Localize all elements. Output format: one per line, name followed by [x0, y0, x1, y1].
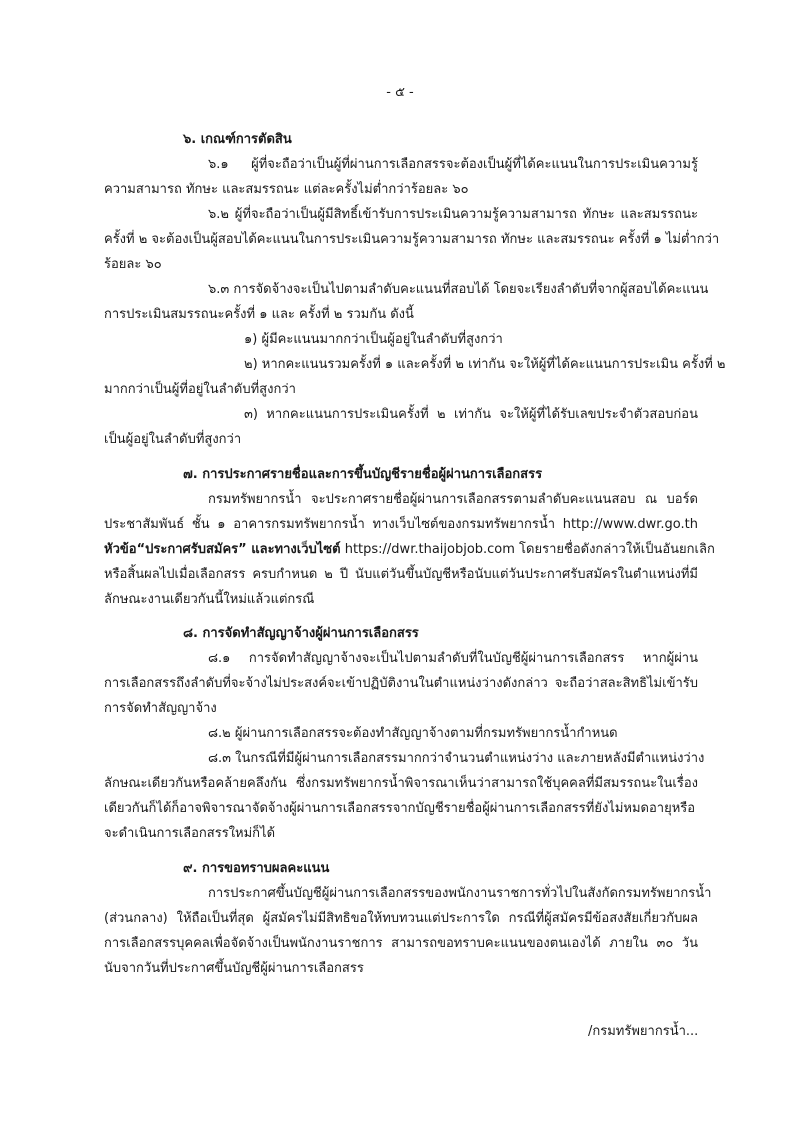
section-6-1-line1: ๖.๑ ผู้ที่จะถือว่าเป็นผู้ที่ผ่านการเลือกสรรจะต้องเป็นผู้ที่ได้คะแนนในการประเมินความรู้ — [208, 157, 698, 172]
section-7-line5: ลักษณะงานเดียวกันนี้ใหม่แล้วแต่กรณี — [104, 592, 315, 607]
section-9-line2: (ส่วนกลาง) ให้ถือเป็นที่สุด ผู้สมัครไม่มีสิทธิขอให้ทบทวนแต่ประการใด กรณีที่ผู้สมัครมีข้อสงสัยเกี่ยวกับผล — [104, 911, 698, 926]
section-7-line1: กรมทรัพยากรน้ำ จะประกาศรายชื่อผู้ผ่านการเลือกสรรตามลำดับคะแนนสอบ ณ บอร์ด — [208, 492, 698, 507]
section-9-heading: ๙. การขอทราบผลคะแนน — [183, 861, 330, 876]
section-6-3-line1: ๖.๓ การจัดจ้างจะเป็นไปตามลำดับคะแนนที่สอบได้ โดยจะเรียงลำดับที่จากผู้สอบได้คะแนน — [208, 282, 709, 297]
section-8-3-line2: ลักษณะเดียวกันหรือคล้ายคลึงกัน ซึ่งกรมทรัพยากรน้ำพิจารณาเห็นว่าสามารถใช้บุคคลที่มีสมรรถนะในเรื่อง — [104, 776, 698, 791]
section-7-line4: หรือสิ้นผลไปเมื่อเลือกสรร ครบกำหนด ๒ ปี นับแต่วันขึ้นบัญชีหรือนับแต่วันประกาศรับสมัครในตำแหน่งที่มี — [104, 567, 698, 582]
continuation-note: /กรมทรัพยากรน้ำ... — [588, 1024, 699, 1039]
section-8-3-line1: ๘.๓ ในกรณีที่มีผู้ผ่านการเลือกสรรมากกว่าจำนวนตำแหน่งว่าง และภายหลังมีตำแหน่งว่าง — [208, 751, 705, 766]
section-7-line3 — [104, 543, 715, 556]
section-8-1-line1: ๘.๑ การจัดทำสัญญาจ้างจะเป็นไปตามลำดับที่ในบัญชีผู้ผ่านการเลือกสรร หากผู้ผ่าน — [208, 651, 698, 666]
criterion-2-line1: ๒) หากคะแนนรวมครั้งที่ ๑ และครั้งที่ ๒ เท่ากัน จะให้ผู้ที่ได้คะแนนการประเมิน ครั้งที่ ๒ — [244, 357, 726, 372]
page-number: - ๕ - — [386, 85, 414, 100]
announcement-topic-label: หัวข้อ“ประกาศรับสมัคร” และทางเว็บไซต์ — [104, 542, 341, 557]
section-8-1-line2: การเลือกสรรถึงลำดับที่จะจ้างไม่ประสงค์จะเข้าปฏิบัติงานในตำแหน่งว่างดังกล่าว จะถือว่าสละสิทธิไม่เข้ารับ — [104, 676, 698, 691]
section-6-3-line2: การประเมินสมรรถนะครั้งที่ ๑ และ ครั้งที่ ๒ รวมกัน ดังนี้ — [104, 307, 414, 322]
section-8-1-line3: การจัดทำสัญญาจ้าง — [104, 701, 217, 716]
section-7-line3-rest: https://dwr.thaijobjob.com โดยรายชื่อดังกล่าวให้เป็นอันยกเลิก — [340, 542, 715, 557]
section-8-2: ๘.๒ ผู้ผ่านการเลือกสรรจะต้องทำสัญญาจ้างตามที่กรมทรัพยากรน้ำกำหนด — [208, 726, 618, 741]
section-9-line1: การประกาศขึ้นบัญชีผู้ผ่านการเลือกสรรของพนักงานราชการทั่วไปในสังกัดกรมทรัพยากรน้ำ — [208, 886, 712, 901]
section-9-line3: การเลือกสรรบุคคลเพื่อจัดจ้างเป็นพนักงานราชการ สามารถขอทราบคะแนนของตนเองได้ ภายใน ๓๐ วัน — [104, 936, 698, 951]
section-6-heading: ๖. เกณฑ์การตัดสิน — [183, 132, 292, 147]
section-8-heading: ๘. การจัดทำสัญญาจ้างผู้ผ่านการเลือกสรร — [183, 626, 419, 641]
criterion-3-line1: ๓) หากคะแนนการประเมินครั้งที่ ๒ เท่ากัน จะให้ผู้ที่ได้รับเลขประจำตัวสอบก่อน — [244, 407, 698, 422]
criterion-1: ๑) ผู้มีคะแนนมากกว่าเป็นผู้อยู่ในลำดับที่สูงกว่า — [244, 332, 503, 347]
section-6-1-line2: ความสามารถ ทักษะ และสมรรถนะ แต่ละครั้งไม่ต่ำกว่าร้อยละ ๖๐ — [104, 182, 469, 197]
section-6-2-line2: ครั้งที่ ๒ จะต้องเป็นผู้สอบได้คะแนนในการประเมินความรู้ความสามารถ ทักษะ และสมรรถนะ ครั้งที่ ๑ ไม่ต่ำกว่า — [104, 232, 720, 247]
section-7-line2: ประชาสัมพันธ์ ชั้น ๑ อาคารกรมทรัพยากรน้ำ ทางเว็บไซต์ของกรมทรัพยากรน้ำ http://www.dwr.go.th — [104, 517, 698, 532]
section-8-3-line4: จะดำเนินการเลือกสรรใหม่ก็ได้ — [104, 826, 276, 841]
section-9-line4: นับจากวันที่ประกาศขึ้นบัญชีผู้ผ่านการเลือกสรร — [104, 961, 364, 976]
criterion-3-line2: เป็นผู้อยู่ในลำดับที่สูงกว่า — [104, 432, 242, 447]
section-7-heading: ๗. การประกาศรายชื่อและการขึ้นบัญชีรายชื่อผู้ผ่านการเลือกสรร — [183, 467, 543, 482]
section-8-3-line3: เดียวกันก็ได้ก็อาจพิจารณาจัดจ้างผู้ผ่านการเลือกสรรจากบัญชีรายชื่อผู้ผ่านการเลือกสรรที่ยังไม่หมดอายุหรือ — [104, 801, 696, 816]
criterion-2-line2: มากกว่าเป็นผู้ที่อยู่ในลำดับที่สูงกว่า — [104, 382, 296, 397]
section-6-2-line3: ร้อยละ ๖๐ — [104, 257, 162, 272]
section-6-2-line1: ๖.๒ ผู้ที่จะถือว่าเป็นผู้มีสิทธิ์เข้ารับการประเมินความรู้ความสามารถ ทักษะ และสมรรถนะ — [208, 207, 698, 222]
